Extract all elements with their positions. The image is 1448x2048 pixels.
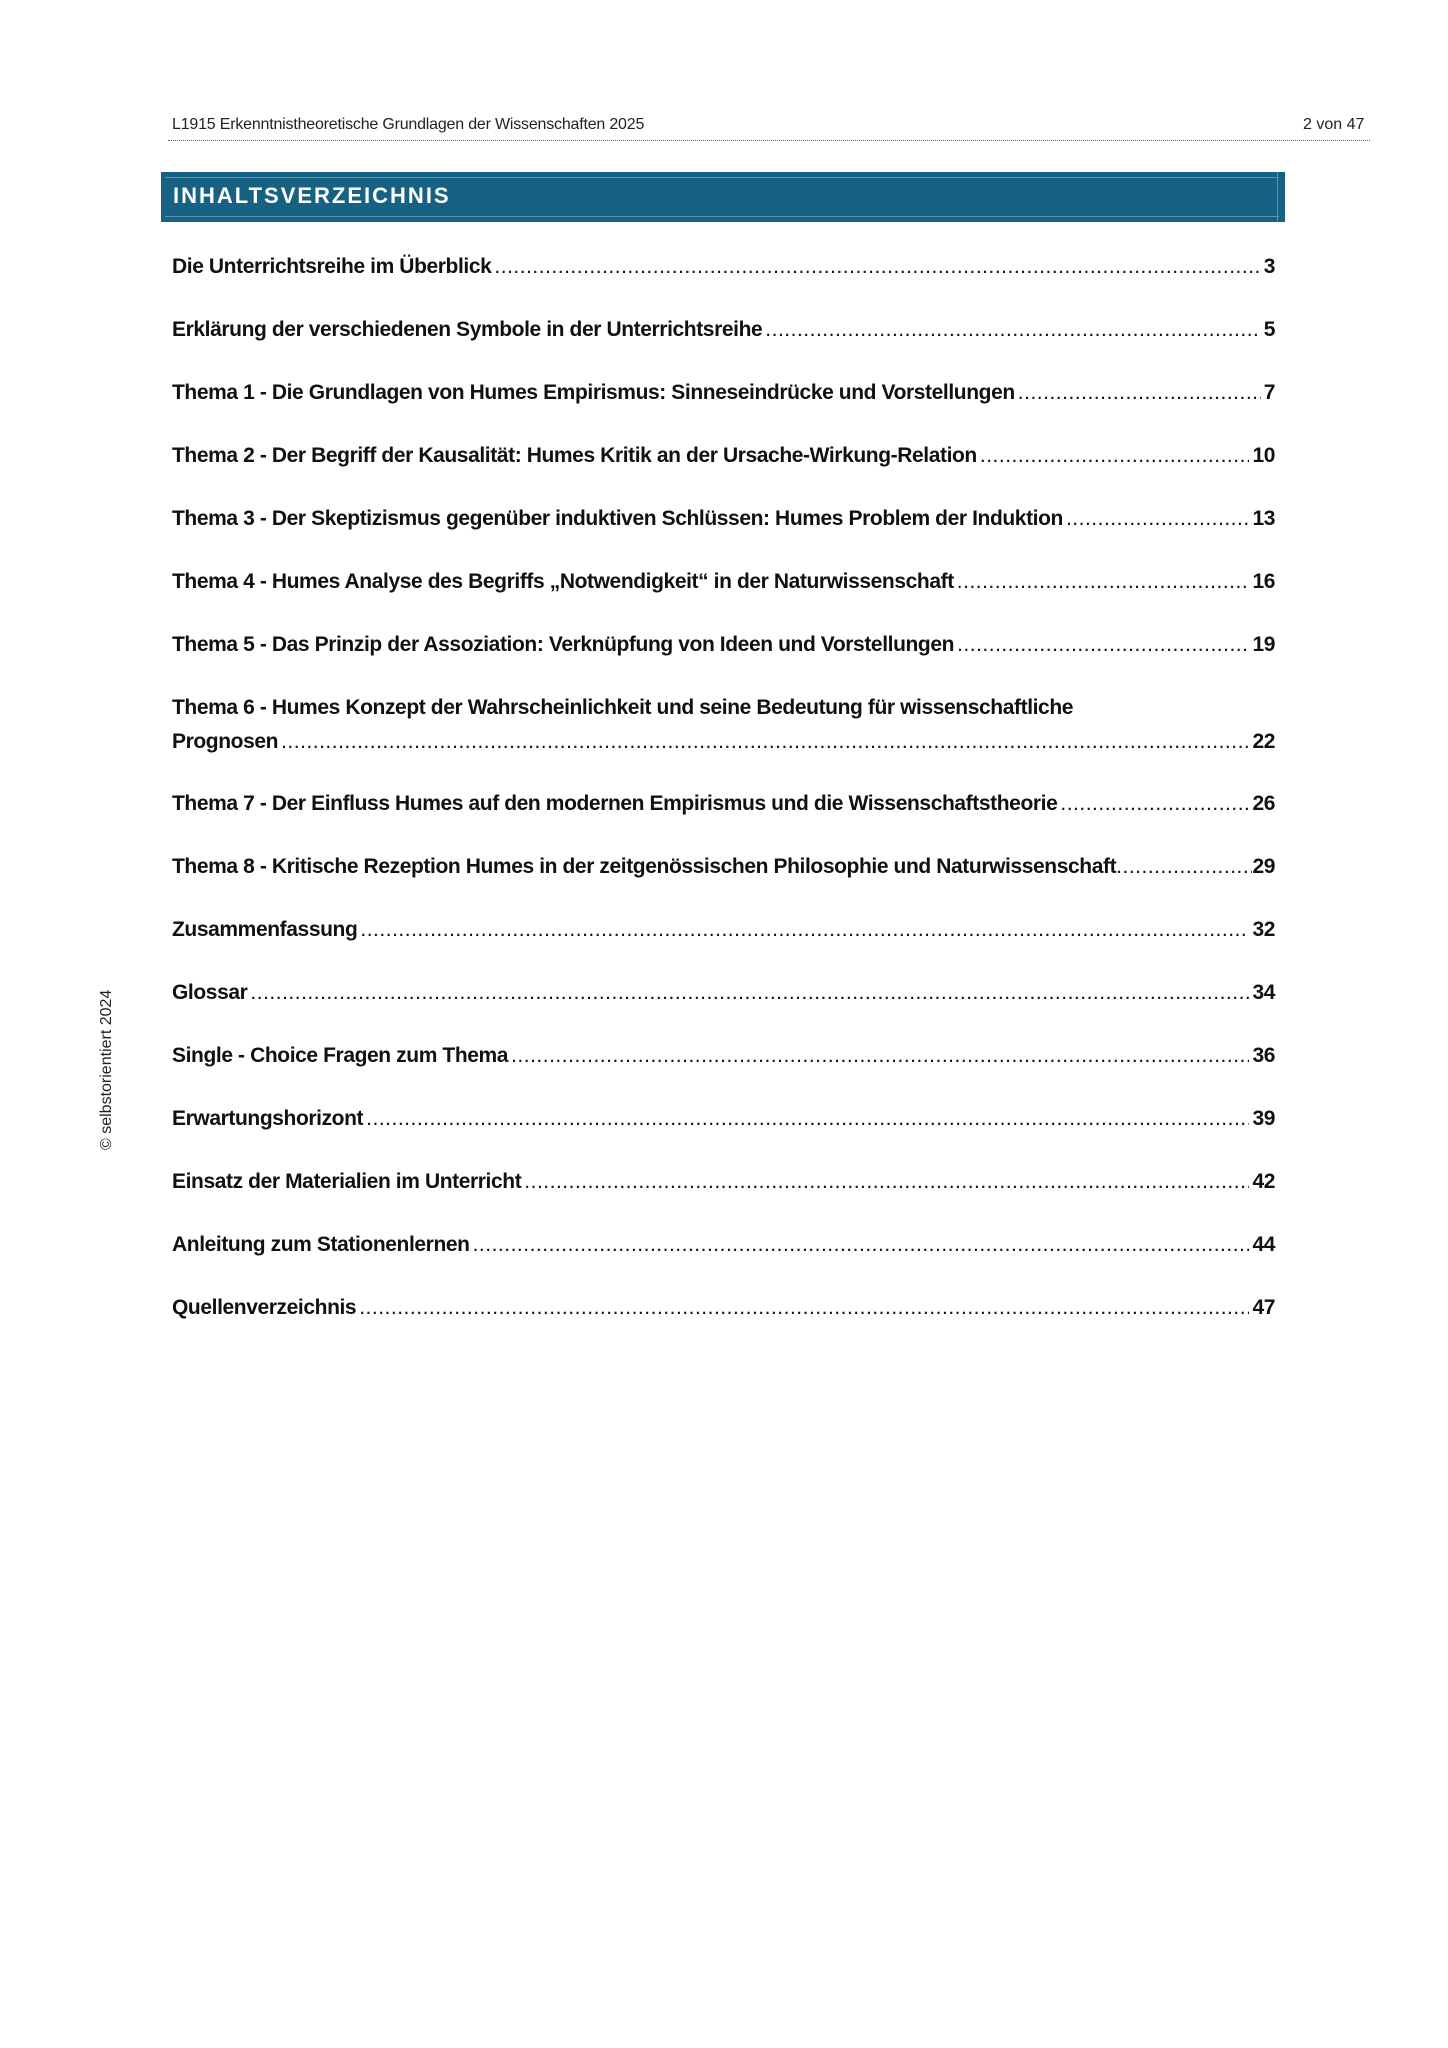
toc-entry[interactable] (172, 252, 1275, 282)
toc-entry[interactable] (172, 1167, 1275, 1197)
toc-entry[interactable] (172, 504, 1275, 534)
toc-leader-dots (473, 1230, 1250, 1260)
toc-entry[interactable] (172, 693, 1275, 757)
toc-leader-dots (360, 915, 1249, 945)
page-header (168, 114, 1370, 141)
toc-entry-title[interactable]: Single - Choice Fragen zum Thema (172, 1044, 509, 1067)
toc-entry-title[interactable]: Anleitung zum Stationenlernen (172, 1233, 470, 1256)
toc-entry-page[interactable]: 36 (1252, 1044, 1275, 1067)
toc-entry[interactable] (172, 630, 1275, 660)
toc-entry-title[interactable]: Die Unterrichtsreihe im Überblick (172, 255, 492, 278)
toc-entry-page[interactable]: 3 (1263, 255, 1275, 278)
toc-entry-title[interactable]: Thema 1 - Die Grundlagen von Humes Empirismus: Sinneseindrücke und Vorstellungen (172, 381, 1015, 404)
toc-entry-page[interactable]: 44 (1252, 1233, 1275, 1256)
toc-leader-dots (511, 1041, 1249, 1071)
toc-entry-title[interactable]: Zusammenfassung (172, 918, 358, 941)
toc-entry-page[interactable]: 7 (1263, 381, 1275, 404)
toc-entry[interactable] (172, 441, 1275, 471)
toc-entry-title-line1[interactable]: Thema 6 - Humes Konzept der Wahrscheinlichkeit und seine Bedeutung für wissenschaftliche (172, 696, 1074, 719)
toc-leader-dots (1018, 378, 1261, 408)
toc-entry-title[interactable]: Quellenverzeichnis (172, 1296, 357, 1319)
toc-entry-title[interactable]: Erklärung der verschiedenen Symbole in der Unterrichtsreihe (172, 318, 763, 341)
toc-entry-page[interactable]: 19 (1252, 633, 1275, 656)
toc-entry-page[interactable]: 47 (1252, 1296, 1275, 1319)
toc-entry-page[interactable]: 34 (1252, 981, 1275, 1004)
toc-entry-page[interactable]: 13 (1252, 507, 1275, 530)
toc-entry[interactable] (172, 378, 1275, 408)
toc-entry[interactable] (172, 1293, 1275, 1323)
toc-leader-dots (366, 1104, 1249, 1134)
toc-heading: INHALTSVERZEICHNIS (173, 183, 451, 208)
page-indicator: 2 von 47 (1303, 116, 1365, 133)
toc-leader-dots (524, 1167, 1249, 1197)
toc-entry[interactable] (172, 852, 1275, 882)
toc-entry-page[interactable]: 42 (1252, 1170, 1275, 1193)
toc-entry[interactable] (172, 789, 1275, 819)
toc-entry-page[interactable]: 5 (1263, 318, 1275, 341)
document-title: L1915 Erkenntnistheoretische Grundlagen der Wissenschaften 2025 (172, 116, 645, 133)
toc-entry[interactable] (172, 1041, 1275, 1071)
toc-entry[interactable] (172, 315, 1275, 345)
toc-leader-dots (957, 567, 1250, 597)
toc-entry[interactable] (172, 567, 1275, 597)
toc-leader-dots (281, 727, 1249, 757)
toc-entry-page[interactable]: 29 (1252, 855, 1275, 878)
toc-entry-title[interactable]: Thema 2 - Der Begriff der Kausalität: Humes Kritik an der Ursache-Wirkung-Relation (172, 444, 977, 467)
toc-entry-title[interactable]: Thema 7 - Der Einfluss Humes auf den modernen Empirismus und die Wissenschaftstheorie (172, 792, 1058, 815)
toc-entry-page[interactable]: 26 (1252, 792, 1275, 815)
copyright-notice: © selbstorientiert 2024 (98, 989, 115, 1150)
toc-entry-title[interactable]: Thema 8 - Kritische Rezeption Humes in der zeitgenössischen Philosophie und Naturwissenschaft (172, 855, 1117, 878)
toc-leader-dots (980, 441, 1250, 471)
toc-entry-page[interactable]: 32 (1252, 918, 1275, 941)
toc-entry-page[interactable]: 22 (1252, 730, 1275, 753)
toc-entry-title[interactable]: Thema 5 - Das Prinzip der Assoziation: Verknüpfung von Ideen und Vorstellungen (172, 633, 955, 656)
toc-entry[interactable] (172, 915, 1275, 945)
toc-entry[interactable] (172, 978, 1275, 1008)
toc-entry-title[interactable]: Einsatz der Materialien im Unterricht (172, 1170, 522, 1193)
toc-entry-title[interactable]: Erwartungshorizont (172, 1107, 364, 1130)
toc-entry-title[interactable]: Thema 3 - Der Skeptizismus gegenüber induktiven Schlüssen: Humes Problem der Induktion (172, 507, 1063, 530)
toc-entry[interactable] (172, 1104, 1275, 1134)
toc-entry[interactable] (172, 1230, 1275, 1260)
toc-leader-dots (1066, 504, 1249, 534)
toc-entry-page[interactable]: 16 (1252, 570, 1275, 593)
toc-leader-dots (957, 630, 1249, 660)
toc-entry-title-line2[interactable]: Prognosen (172, 730, 279, 753)
toc-heading-banner (161, 172, 1285, 222)
toc-entry-title[interactable]: Thema 4 - Humes Analyse des Begriffs „Notwendigkeit“ in der Naturwissenschaft (172, 570, 954, 593)
toc-entry-title[interactable]: Glossar (172, 981, 248, 1004)
toc-leader-dots (250, 978, 1249, 1008)
toc-entry-page[interactable]: 10 (1252, 444, 1275, 467)
toc-leader-dots (494, 252, 1260, 282)
toc-entry-page[interactable]: 39 (1252, 1107, 1275, 1130)
toc-leader-dots (1116, 852, 1252, 882)
toc-leader-dots (1060, 789, 1249, 819)
toc-leader-dots (765, 315, 1260, 345)
toc-leader-dots (359, 1293, 1249, 1323)
